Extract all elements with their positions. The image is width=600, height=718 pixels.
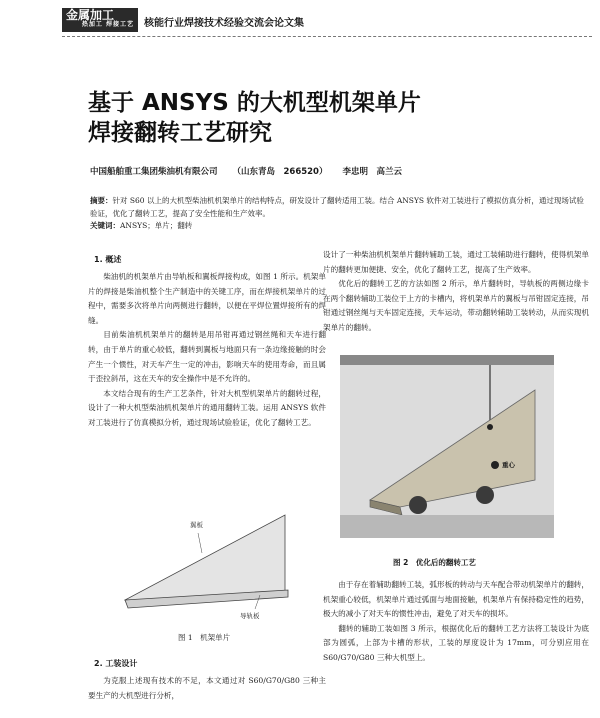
- keywords-label: 关键词：: [90, 221, 120, 230]
- fig1-label-rail: 导轨板: [240, 612, 260, 620]
- section-1-paragraph-3: 本文结合现有的生产工艺条件，针对大机型机架单片的翻转过程，设计了一种大机型柴油机机架单片的通用翻转工装。运用 ANSYS 软件对工装进行了仿真模拟分析，通过现场试验验证，优化了翻转工艺。: [88, 388, 326, 427]
- abstract: [90, 194, 590, 220]
- section-2-heading: 2. 工装设计: [94, 659, 138, 668]
- affiliation: [90, 165, 414, 177]
- logo-main-text: 金属加工: [66, 8, 115, 22]
- abstract-text: 针对 S60 以上的大机型柴油机机架单片的结构特点，研发设计了翻转适用工装。结合 ANSYS 软件对工装进行了模拟仿真分析，通过现场试验验证，优化了翻转工艺，提高了安全性能和生产效率。: [90, 196, 584, 218]
- keywords-text: ANSYS；单片；翻转: [120, 221, 193, 230]
- affiliation-location: （山东青岛 266520）: [232, 167, 328, 177]
- right-paragraph-1: 设计了一种柴油机机架单片翻转辅助工装，通过工装辅助进行翻转，使得机架单片的翻转更加便捷、安全，优化了翻转工艺，提高了生产效率。: [323, 250, 589, 274]
- left-column: [88, 250, 326, 431]
- running-header: [62, 8, 592, 34]
- floor: [340, 515, 554, 538]
- figure-2-caption: 图 2 优化后的翻转工艺: [393, 558, 476, 567]
- affiliation-org: 中国船舶重工集团柴油机有限公司: [90, 167, 218, 177]
- keywords: [90, 220, 192, 231]
- section-1-heading: 1. 概述: [94, 255, 122, 264]
- figure-1-frame-plate: [110, 505, 310, 623]
- figure-1-caption: 图 1 机架单片: [178, 633, 231, 642]
- tool-wheel-left: [409, 496, 427, 514]
- right-paragraph-2: 优化后的翻转工艺的方法如图 2 所示，单片翻转时，导轨板的两侧边缘卡在两个翻转辅助工装位于上方的卡槽内，将机架单片的翼板与吊钳固定连接，吊钳通过钢丝绳与天车固定连接，天车运动，带动翻转辅助工装转动，从而实现机架单片的翻转。: [323, 279, 589, 332]
- right-column: [323, 248, 589, 336]
- overhead-beam: [340, 355, 554, 365]
- right-column-lower: [323, 578, 589, 666]
- title-line-1: 基于 ANSYS 的大机型机架单片: [88, 90, 421, 116]
- abstract-label: 摘要：: [90, 196, 113, 205]
- center-of-gravity-marker: [491, 461, 499, 469]
- fig2-label-center-of-gravity: 重心: [502, 461, 515, 469]
- right-paragraph-4: 翻转的辅助工装如图 3 所示，根据优化后的翻转工艺方法将工装设计为底部为圆弧，上部为卡槽的形状，工装的厚度设计为 17mm，可分别应用在 S60/G70/G80 三种大机型上。: [323, 623, 589, 662]
- title-line-2: 焊接翻转工艺研究: [88, 120, 272, 146]
- paper-title: [88, 88, 421, 148]
- header-title: 核能行业焊接技术经验交流会论文集: [144, 18, 304, 29]
- clamp-point: [487, 424, 493, 430]
- right-paragraph-3: 由于存在着辅助翻转工装，弧形板的转动与天车配合带动机架单片的翻转，机架重心较低，机架单片通过弧面与地面接触，机架单片有保持稳定性的趋势，极大的减小了对天车的惯性冲击，避免了对天车的损坏。: [323, 580, 589, 619]
- wing-plate-shape: [125, 515, 285, 603]
- left-column-lower: [88, 654, 326, 703]
- section-1-paragraph-2: 目前柴油机机架单片的翻转是用吊钳再通过钢丝绳和天车进行翻转，由于单片的重心较低，翻转到翼板与地面只有一条边缘接触的时会产生一个惯性，对天车产生一定的冲击，影响天车的使用寿命，而且属于歪拉斜吊，这在天车的安全操作中是不允许的。: [88, 330, 326, 384]
- figure-2-photo: [340, 355, 554, 538]
- fig1-label-wing: 翼板: [190, 521, 203, 529]
- authors: 李忠明 高兰云: [342, 167, 402, 177]
- logo-sub-text: 热加工 焊接工艺: [81, 21, 134, 28]
- header-divider: [62, 36, 592, 37]
- journal-logo: [62, 8, 138, 32]
- section-1-paragraph-1: 柴油机的机架单片由导轨板和翼板焊接构成，如图 1 所示。机架单片的焊接是柴油机整个生产制造中的关键工序，而在焊接机架单片的过程中，需要多次将单片向两侧进行翻转，以便在平焊位置焊接所有的焊缝。: [88, 272, 326, 325]
- wing-leader-line: [198, 533, 202, 553]
- tool-wheel-right: [476, 486, 494, 504]
- section-2-paragraph-1: 为克服上述现有技术的不足，本文通过对 S60/G70/G80 三种主要生产的大机型进行分析，: [88, 676, 326, 700]
